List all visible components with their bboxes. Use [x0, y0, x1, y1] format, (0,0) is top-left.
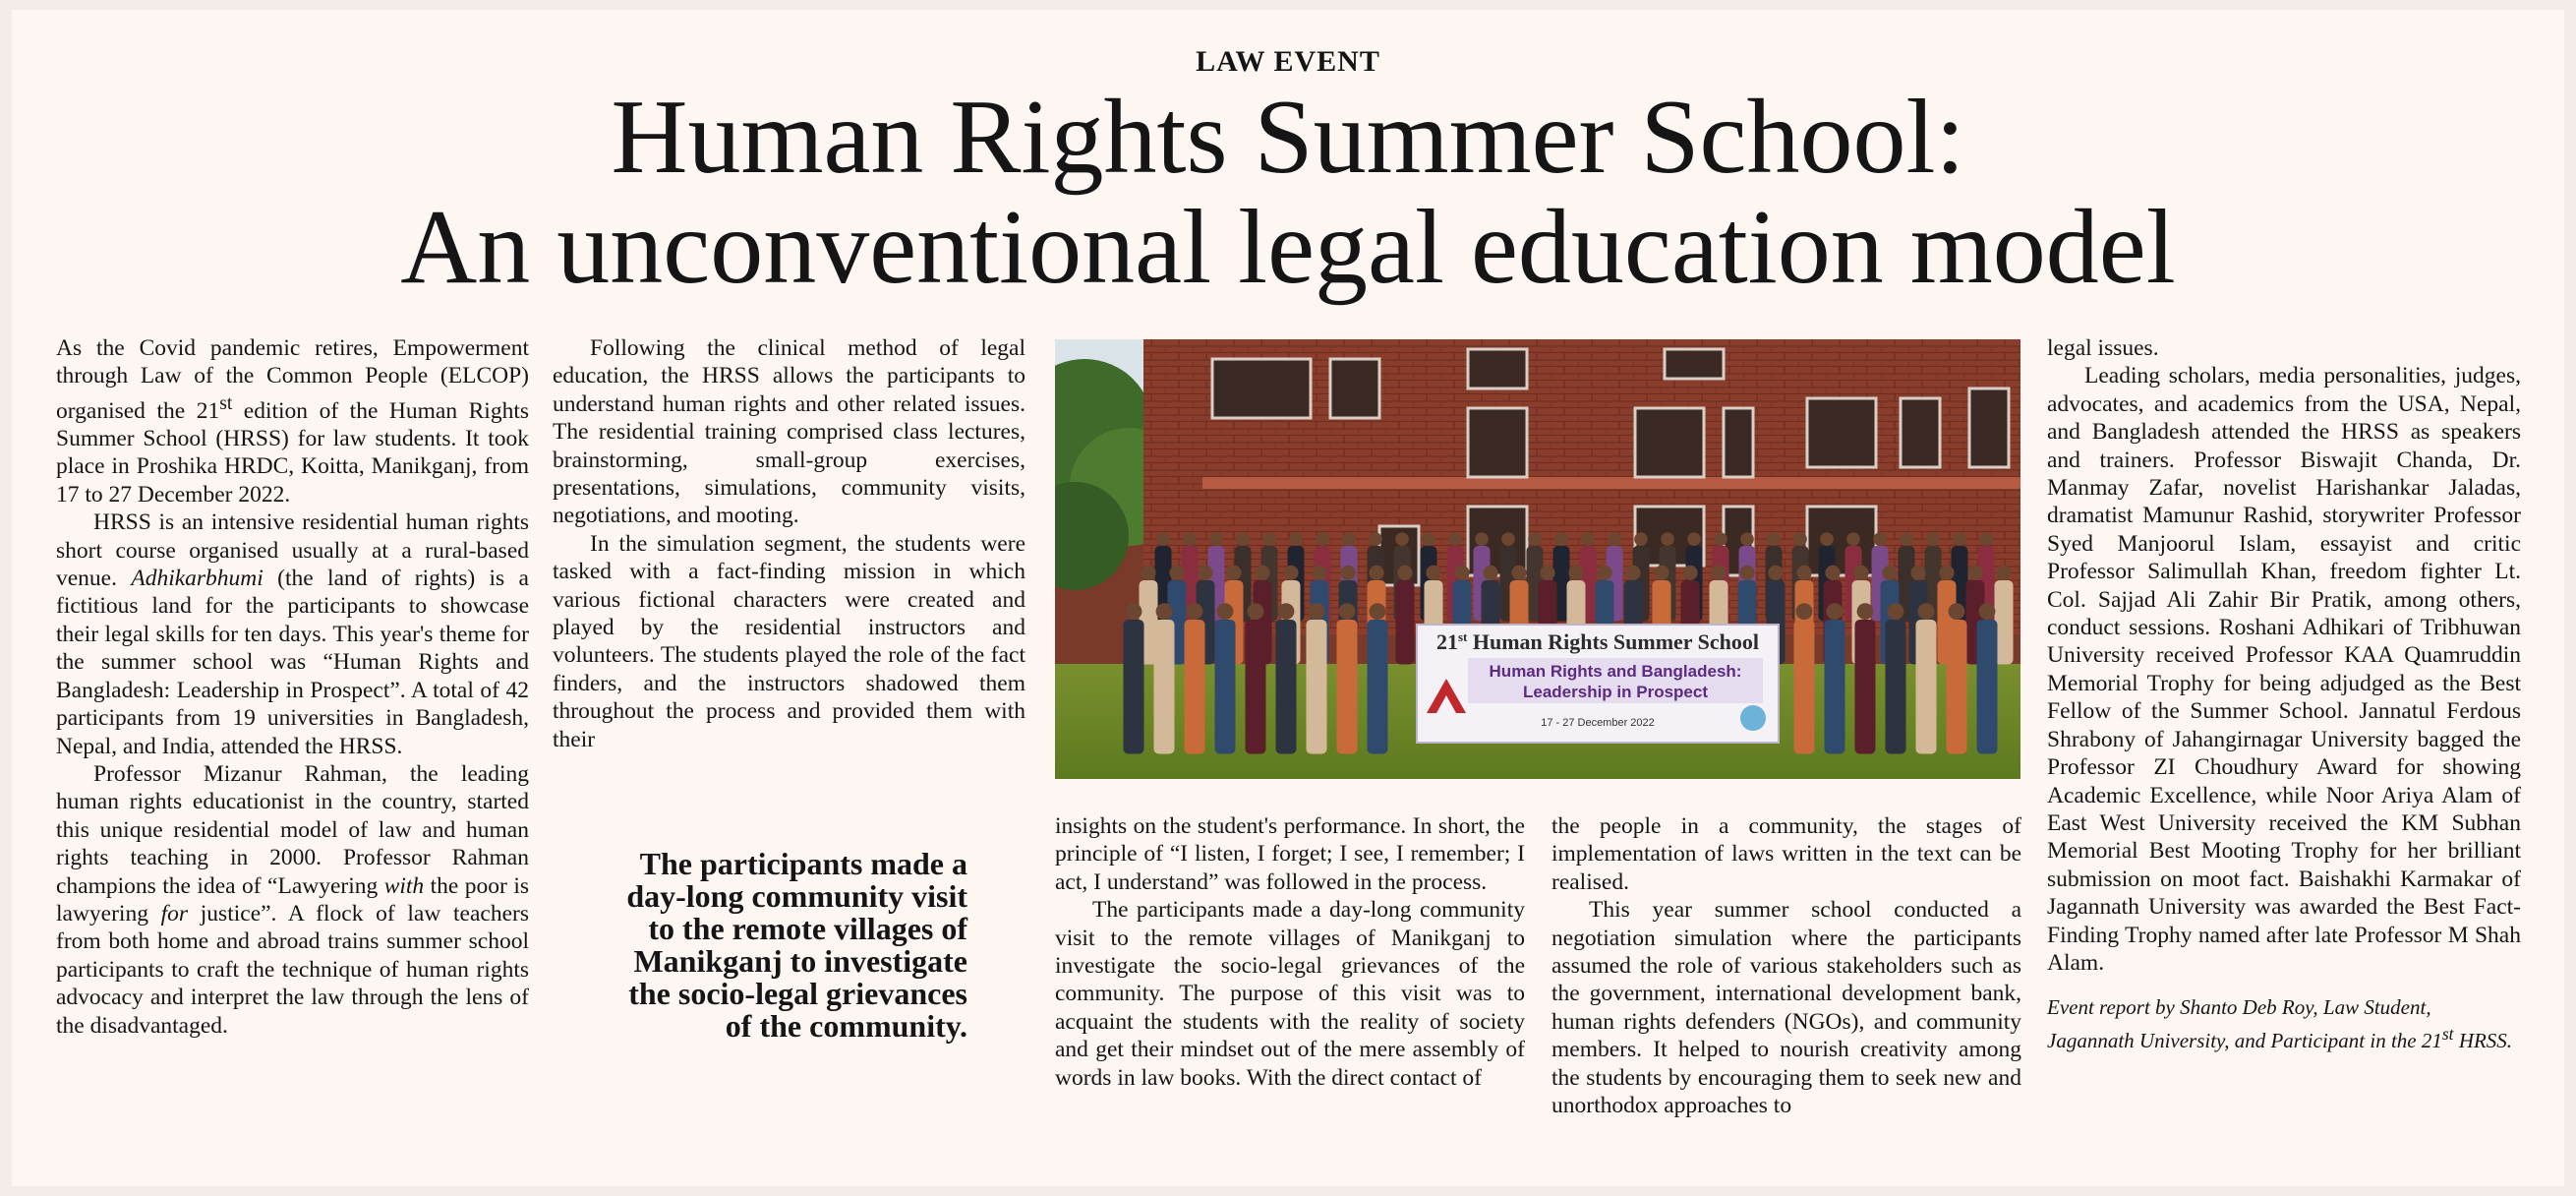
person-head [1967, 566, 1982, 580]
person-head [1126, 603, 1142, 620]
paragraph: This year summer school conducted a negotiation simulation where the participants assumed the role of various stakeholders such as the government, international development bank, human rights defenders (NGOs), and community members. It helped to nourish creativity among the students by encouraging them to seek new and unorthodox approaches to [1551, 897, 2021, 1119]
text-run: the poor is lawyering [56, 872, 529, 927]
person-head [1740, 532, 1754, 546]
event-banner [1417, 625, 1779, 743]
person-head [1248, 603, 1264, 620]
superscript: st [219, 392, 233, 414]
person-head [1827, 603, 1844, 620]
person-figure [1307, 620, 1327, 754]
article-column-1 [56, 334, 529, 1040]
paragraph: the people in a community, the stages of implementation of laws written in the text can be realised. [1551, 813, 2021, 895]
pull-quote: The participants made a day-long community visit to the remote villages of Manikganj to investigate the socio-legal grievances of the community. [626, 846, 967, 1044]
text-run: Event report by Shanto Deb Roy, Law Student, Jagannath University, and Participant in the 21 [2047, 995, 2442, 1053]
person-head [1422, 532, 1435, 546]
group-photo-illustration [1055, 339, 2020, 779]
person-head [1255, 566, 1269, 580]
paragraph [56, 760, 529, 1040]
partner-logo-icon [1740, 705, 1766, 731]
headline-line-2: An unconventional legal education model [400, 189, 2176, 306]
person-head [1309, 603, 1325, 620]
text-run: justice”. A flock of law teachers from both home and abroad trains summer school participants to craft the technique of human rights advocacy and interpret the law through the lens of the disadvantaged. [56, 900, 529, 1039]
person-head [1768, 566, 1783, 580]
person-head [1910, 566, 1925, 580]
person-head [1226, 566, 1241, 580]
text-run: As the Covid pandemic retires, Empowerment through Law of the Common People (ELCOP) organised the 21 [56, 335, 529, 424]
person-head [1949, 603, 1965, 620]
paragraph: Leading scholars, media personalities, judges, advocates, and academics from the USA, Nepal, and Bangladesh attended the HRSS as speakers and trainers. Professor Biswajit Chanda, Dr. Manmay Zafar, novelist Harishankar Jaladas, dramatist Mamunur Rashid, storywriter Professor Syed Manjoorul Islam, essayist and critic Professor Salimullah Khan, freedom fighter Lt. Col. Sajjad Ali Zahir Bir Pratik, among others, conduct sessions. Roshani Adhikari of Tribhuwan University received Professor KAA Quamruddin Memorial Trophy for being adjudged as the Best Fellow of the Summer School. Jannatul Ferdous Shrabony of Jahangirnagar University bagged the Professor ZI Choudhury Award for showing Academic Excellence, while Noor Ariya Alam of East West University received the KM Subhan Memorial Best Mooting Trophy for her brilliant submission on moot fact. Baishakhi Karmakar of Jagannath University was awarded the Best Fact-Finding Trophy named after late Professor M Shah Alam. [2047, 363, 2521, 976]
person-head [1511, 566, 1526, 580]
person-head [1236, 532, 1250, 546]
person-head [1369, 532, 1382, 546]
person-head [1873, 532, 1887, 546]
person-head [1979, 603, 1996, 620]
headline-line-1: Human Rights Summer School: [611, 79, 1965, 196]
person-head [1888, 603, 1904, 620]
article-column-5 [2047, 334, 2521, 1054]
superscript: st [2441, 1024, 2454, 1045]
person-head [1540, 566, 1554, 580]
person-figure [1215, 620, 1236, 754]
byline-credit [2047, 994, 2521, 1054]
person-head [1169, 566, 1184, 580]
person-head [1767, 532, 1781, 546]
person-head [1739, 566, 1754, 580]
emphasis: for [160, 900, 189, 927]
person-head [1857, 603, 1874, 620]
person-head [1217, 603, 1234, 620]
paragraph [56, 508, 529, 760]
person-head [1156, 532, 1170, 546]
person-head [1340, 566, 1355, 580]
person-head [1370, 603, 1386, 620]
person-figure [1246, 620, 1266, 754]
emphasis: with [383, 872, 425, 899]
person-head [1483, 566, 1497, 580]
emphasis: Adhikarbhumi [131, 566, 263, 592]
banner-subtitle-1: Human Rights and Bangladesh: [1489, 662, 1742, 681]
person-figure [1977, 620, 1998, 754]
paragraph: The participants made a day-long community visit to the remote villages of Manikganj to investigate the socio-legal grievances of the community. The purpose of this visit was to acquaint the students with the reality of society and get their mindset out of the mere assembly of words in law books. With the direct contact of [1055, 897, 1525, 1091]
person-head [1953, 532, 1966, 546]
person-head [1846, 532, 1860, 546]
person-head [1283, 566, 1298, 580]
paragraph: legal issues. [2047, 335, 2159, 361]
person-head [1454, 566, 1469, 580]
person-figure [1185, 620, 1205, 754]
group-photo [1055, 339, 2020, 779]
banner-subtitle-2: Leadership in Prospect [1523, 683, 1708, 701]
person-head [1554, 532, 1568, 546]
headline [0, 79, 2576, 306]
person-head [1793, 532, 1807, 546]
person-head [1316, 532, 1329, 546]
article-column-4 [1551, 812, 2021, 1119]
person-head [1634, 532, 1648, 546]
person-head [1918, 603, 1935, 620]
person-head [1209, 532, 1223, 546]
section-kicker: LAW EVENT [1196, 45, 1380, 78]
person-head [1796, 603, 1813, 620]
person-head [1262, 532, 1276, 546]
text-run: edition of the Human Rights Summer School (HRSS) for law students. It took place in Proshika HRDC, Koitta, Manikganj, from 17 to 27 December 2022. [56, 397, 529, 508]
person-head [1825, 566, 1840, 580]
person-head [1882, 566, 1897, 580]
paragraph: Following the clinical method of legal education, the HRSS allows the participants to understand human rights and other related issues. The residential training comprised class lectures, brainstorming, small-group exercises, presentations, simulations, community visits, negotiations, and mooting. [553, 335, 1025, 529]
person-head [1820, 532, 1834, 546]
person-head [1475, 532, 1489, 546]
text-run: (the land of rights) is a fictitious land for the participants to showcase their legal skills for ten days. This year's theme for the summer school was “Human Rights and Bangladesh: Leadership in Prospect”. A total of 42 participants from 19 universities in Bangladesh, Nepal, and India, attended the HRSS. [56, 566, 529, 759]
paragraph: insights on the student's performance. In short, the principle of “I listen, I forget; I see, I remember; I act, I understand” was followed in the process. [1055, 813, 1525, 895]
text-run: Professor Mizanur Rahman, the leading human rights educationist in the country, started this unique residential model of law and human rights teaching in 2000. Professor Rahman champions the idea of “Lawyering [56, 760, 529, 899]
person-head [1528, 532, 1542, 546]
person-head [1342, 532, 1356, 546]
person-head [1900, 532, 1913, 546]
person-head [1687, 532, 1701, 546]
person-head [1568, 566, 1583, 580]
person-head [1608, 532, 1621, 546]
person-figure [1396, 580, 1415, 665]
paragraph: In the simulation segment, the students were tasked with a fact-finding mission in which various fictional characters were created and played by the residential instructors and volunteers. The students played the role of the fact finders, and the instructors shadowed them throughout the process and provided them with their [553, 530, 1025, 752]
person-figure [1825, 620, 1845, 754]
person-figure [1124, 620, 1144, 754]
article-column-2 [553, 334, 1025, 753]
banner-dates: 17 - 27 December 2022 [1541, 717, 1655, 729]
person-figure [1276, 620, 1297, 754]
person-head [1796, 566, 1811, 580]
person-head [1625, 566, 1640, 580]
person-head [1939, 566, 1954, 580]
person-head [1501, 532, 1515, 546]
person-head [1278, 603, 1295, 620]
person-head [1183, 532, 1197, 546]
person-head [1711, 566, 1726, 580]
person-head [1369, 566, 1383, 580]
person-head [1289, 532, 1303, 546]
text-run: HRSS. [2453, 1029, 2513, 1053]
person-head [1979, 532, 1993, 546]
person-head [1339, 603, 1356, 620]
person-figure [1916, 620, 1937, 754]
person-head [1156, 603, 1173, 620]
person-head [1661, 532, 1674, 546]
person-head [1395, 532, 1409, 546]
person-figure [1337, 620, 1358, 754]
person-head [1654, 566, 1669, 580]
person-head [1397, 566, 1412, 580]
person-head [1448, 532, 1462, 546]
person-head [1312, 566, 1326, 580]
person-figure [1368, 620, 1388, 754]
paragraph [56, 334, 529, 508]
person-head [1581, 532, 1595, 546]
person-head [1141, 566, 1155, 580]
person-head [1198, 566, 1212, 580]
person-head [1597, 566, 1611, 580]
article-column-3 [1055, 812, 1525, 1092]
person-figure [1947, 620, 1967, 754]
person-head [1926, 532, 1940, 546]
banner-title: 21st Human Rights Summer School [1435, 629, 1760, 654]
person-head [1853, 566, 1868, 580]
person-figure [1886, 620, 1906, 754]
person-head [1426, 566, 1440, 580]
text-run: HRSS is an intensive residential human rights short course organised usually at a rural-based venue. [56, 509, 529, 592]
person-figure [1855, 620, 1876, 754]
person-head [1682, 566, 1697, 580]
person-head [1187, 603, 1203, 620]
person-head [1996, 566, 2011, 580]
person-head [1714, 532, 1727, 546]
person-figure [1794, 620, 1815, 754]
person-figure [1154, 620, 1175, 754]
